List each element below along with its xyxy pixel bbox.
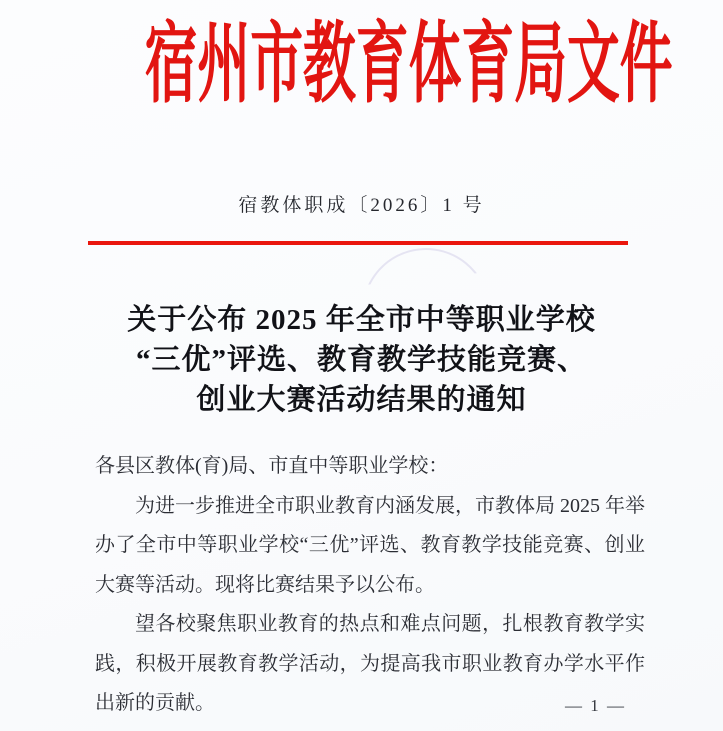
salutation-line: 各县区教体(育)局、市直中等职业学校：: [95, 455, 449, 477]
agency-header-title: 宿州市教育体育局文件: [144, 17, 673, 114]
document-reference-number: 宿教体职成〔2026〕1 号: [238, 195, 485, 216]
page-number: — 1 —: [565, 696, 626, 715]
document-title-line-3: 创业大赛活动结果的通知: [196, 384, 527, 416]
document-title-line-1: 关于公布 2025 年全市中等职业学校: [127, 304, 596, 336]
body-paragraph-1: 为进一步推进全市职业教育内涵发展，市教体局 2025 年举办了全市中等职业学校“三优”评选、教育教学技能竞赛、创业大赛等活动。现将比赛结果予以公布。: [95, 494, 645, 596]
body-paragraph-2: 望各校聚焦职业教育的热点和难点问题，扎根教育教学实践，积极开展教育教学活动，为提高我市职业教育办学水平作出新的贡献。: [95, 613, 645, 714]
document-title-line-2: “三优”评选、教育教学技能竞赛、: [135, 344, 587, 376]
red-divider-line: [88, 241, 628, 245]
document-title: [0, 300, 723, 420]
document-body: [95, 447, 645, 724]
